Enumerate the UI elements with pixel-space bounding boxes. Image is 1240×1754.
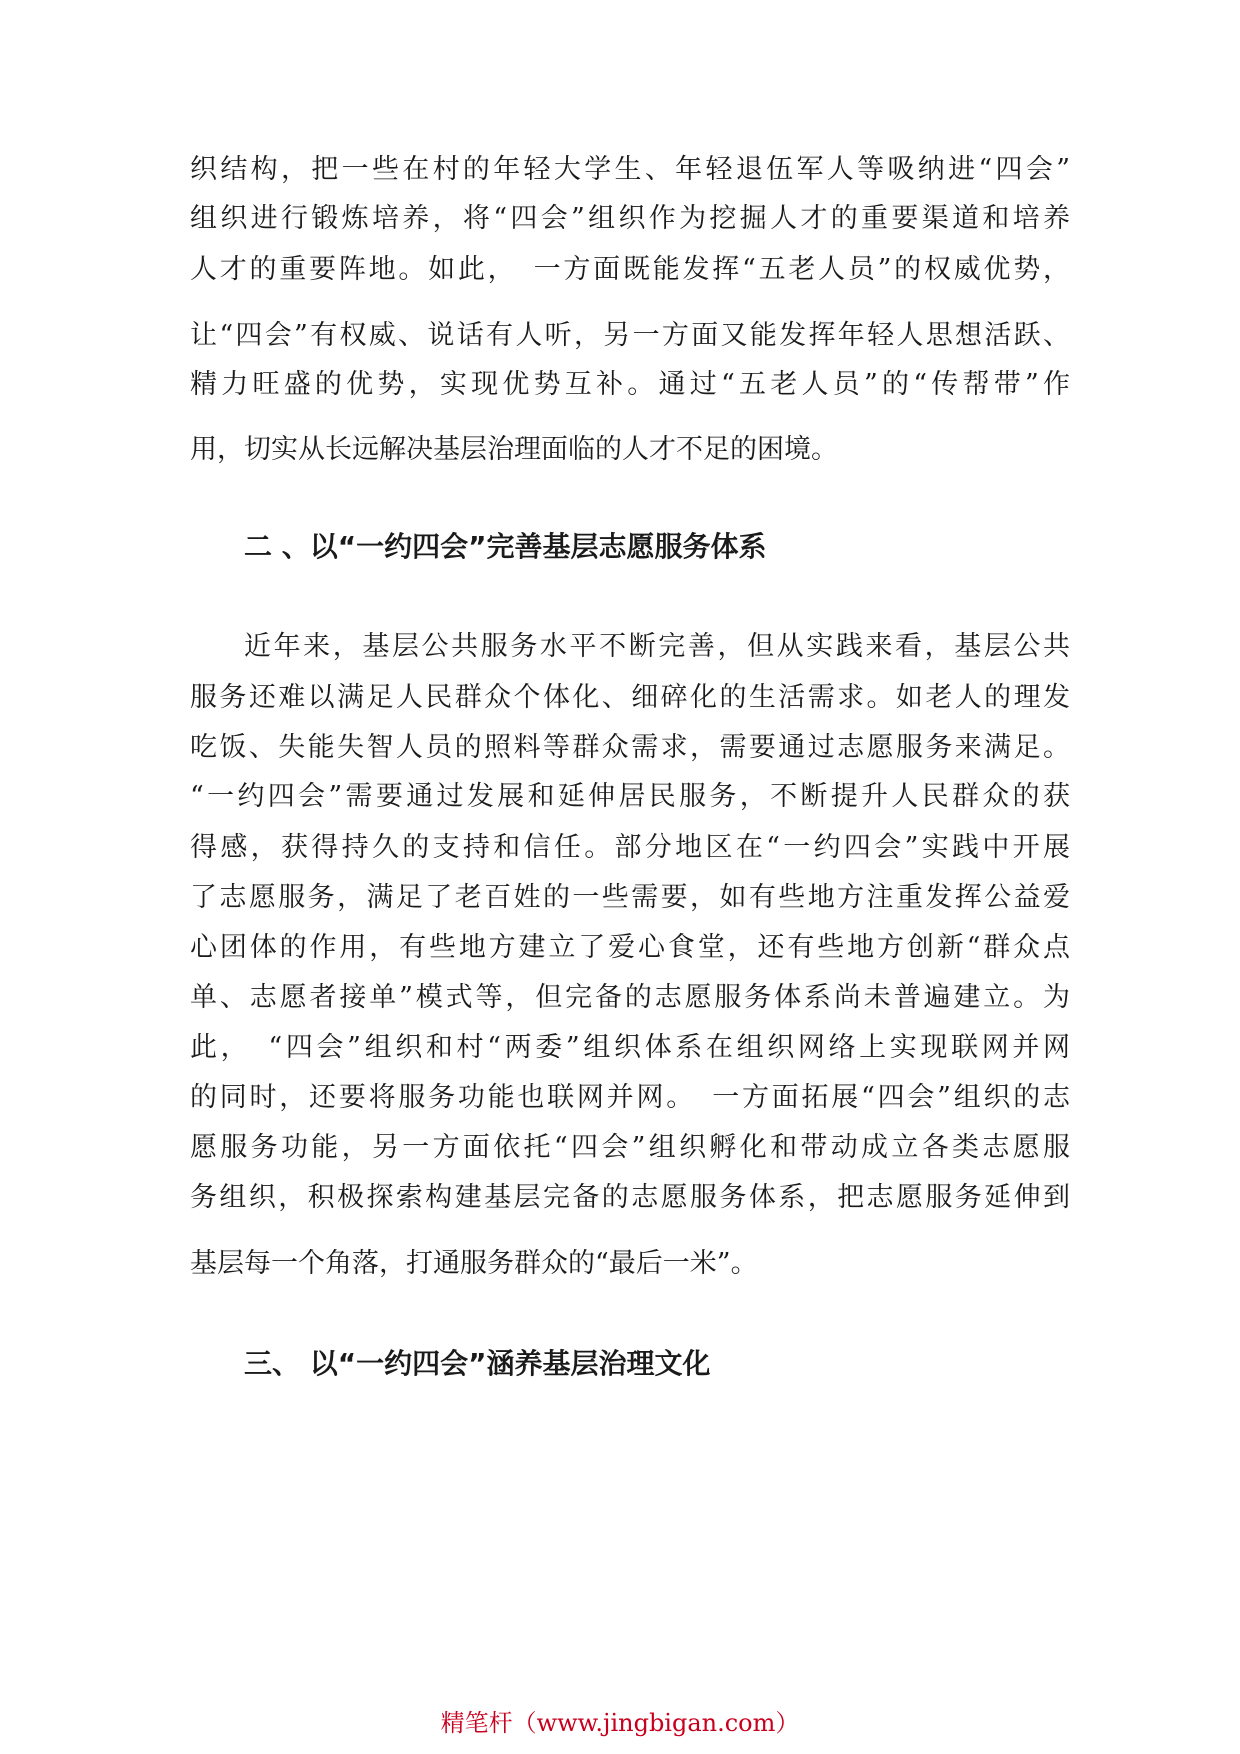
paragraph-line: 人才的重要阵地。如此， 一方面既能发挥“五老人员”的权威优势， xyxy=(190,254,1070,285)
paragraph-line: 愿服务功能，另一方面依托“四会”组织孵化和带动成立各类志愿服 xyxy=(190,1132,1070,1163)
paragraph-line: 基层每一个角落，打通服务群众的“最后一米”。 xyxy=(190,1248,758,1279)
paragraph-line: 此， “四会”组织和村“两委”组织体系在组织网络上实现联网并网 xyxy=(190,1032,1070,1063)
paragraph-line: 的同时，还要将服务功能也联网并网。 一方面拓展“四会”组织的志 xyxy=(190,1082,1070,1113)
section-heading-3: 三、 以“一约四会”涵养基层治理文化 xyxy=(244,1347,711,1380)
paragraph-line: 吃饭、失能失智人员的照料等群众需求，需要通过志愿服务来满足。 xyxy=(190,732,1070,763)
paragraph-line: 了志愿服务，满足了老百姓的一些需要，如有些地方注重发挥公益爱 xyxy=(190,882,1070,913)
section-heading-2: 二 、以“一约四会”完善基层志愿服务体系 xyxy=(244,530,767,563)
paragraph-line: 近年来，基层公共服务水平不断完善，但从实践来看，基层公共 xyxy=(244,631,1070,662)
paragraph-line: 单、志愿者接单”模式等，但完备的志愿服务体系尚未普遍建立。为 xyxy=(190,982,1070,1013)
paragraph-line: “一约四会”需要通过发展和延伸居民服务，不断提升人民群众的获 xyxy=(190,781,1070,812)
paragraph-line: 务组织，积极探索构建基层完备的志愿服务体系，把志愿服务延伸到 xyxy=(190,1182,1070,1213)
paragraph-line: 得感，获得持久的支持和信任。部分地区在“一约四会”实践中开展 xyxy=(190,832,1070,863)
paragraph-line: 用，切实从长远解决基层治理面临的人才不足的困境。 xyxy=(190,434,838,465)
paragraph-line: 精力旺盛的优势，实现优势互补。通过“五老人员”的“传帮带”作 xyxy=(190,369,1070,400)
paragraph-line: 织结构，把一些在村的年轻大学生、年轻退伍军人等吸纳进“四会” xyxy=(190,154,1070,185)
paragraph-line: 心团体的作用，有些地方建立了爱心食堂，还有些地方创新“群众点 xyxy=(190,932,1070,963)
footer-watermark: 精笔杆（www.jingbigan.com） xyxy=(440,1709,800,1737)
paragraph-line: 让“四会”有权威、说话有人听，另一方面又能发挥年轻人思想活跃、 xyxy=(190,320,1070,351)
paragraph-line: 服务还难以满足人民群众个体化、细碎化的生活需求。如老人的理发 xyxy=(190,682,1070,713)
paragraph-line: 组织进行锻炼培养，将“四会”组织作为挖掘人才的重要渠道和培养 xyxy=(190,203,1070,234)
